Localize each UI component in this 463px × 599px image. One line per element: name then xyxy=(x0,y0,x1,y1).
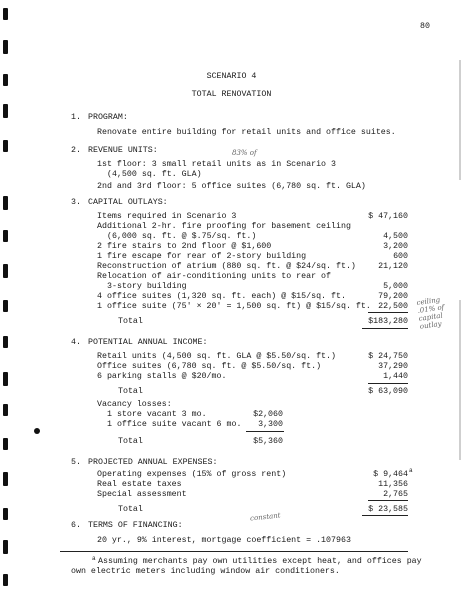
section-number: 1. xyxy=(71,113,81,122)
outlay-value: 5,000 xyxy=(383,282,408,291)
outlay-label: 4 office suites (1,320 sq. ft. each) @ $15/sq. ft. xyxy=(97,292,346,301)
vacancy-label: 1 office suite vacant 6 mo. xyxy=(107,420,242,429)
outlay-value: 600 xyxy=(393,252,408,261)
binder-mark xyxy=(3,336,8,348)
section-number: 5. xyxy=(71,458,81,467)
section-heading: REVENUE UNITS: xyxy=(88,146,158,155)
outlay-label: Items required in Scenario 3 xyxy=(97,212,237,221)
subtotal-rule xyxy=(246,431,284,432)
binder-mark xyxy=(3,472,8,486)
footnote-rule xyxy=(60,551,408,552)
section-number: 2. xyxy=(71,146,81,155)
subtotal-rule xyxy=(368,312,408,313)
outlay-label: Reconstruction of atrium (880 sq. ft. @ $24/sq. ft.) xyxy=(97,262,356,271)
section-heading: TERMS OF FINANCING: xyxy=(88,521,183,530)
handwritten-note: 83% of xyxy=(232,149,257,157)
outlay-label: 1 office suite (75' × 20' = 1,500 sq. ft) @ $15/sq. ft. xyxy=(97,302,371,311)
outlay-label: 2 fire stairs to 2nd floor @ $1,600 xyxy=(97,242,272,251)
binder-mark xyxy=(3,508,8,520)
outlay-value: $ 47,160 xyxy=(368,212,408,221)
total-label: Total xyxy=(118,387,143,396)
page-number: 80 xyxy=(420,22,430,31)
financing-text: 20 yr., 9% interest, mortgage coefficient = .107963 xyxy=(97,536,351,545)
income-label: Retail units (4,500 sq. ft. GLA @ $5.50/sq. ft.) xyxy=(97,352,336,361)
revenue-line: 1st floor: 3 small retail units as in Scenario 3 xyxy=(97,160,336,169)
binder-mark xyxy=(3,264,8,278)
outlay-label: 3-story building xyxy=(107,282,187,291)
total-value: $ 63,090 xyxy=(368,387,408,396)
expense-label: Operating expenses (15% of gross rent) xyxy=(97,470,287,479)
margin-note: ceiling .01% of capital outlay xyxy=(415,295,445,331)
program-text: Renovate entire building for retail units and office suites. xyxy=(97,128,396,137)
binder-mark xyxy=(3,196,8,210)
total-label: Total xyxy=(118,505,143,514)
outlay-value: 4,500 xyxy=(383,232,408,241)
subtotal-rule xyxy=(368,383,408,384)
revenue-line: (4,500 sq. ft. GLA) xyxy=(107,170,202,179)
total-value: $5,360 xyxy=(253,437,283,446)
scenario-subtitle: TOTAL RENOVATION xyxy=(191,90,272,99)
footnote-marker: a xyxy=(409,467,413,474)
binder-mark xyxy=(3,438,8,450)
section-number: 6. xyxy=(71,521,81,530)
binder-mark xyxy=(3,140,8,152)
footnote-marker: a xyxy=(92,555,96,562)
footnote-text: Assuming merchants pay own utilities except heat, and offices pay xyxy=(98,557,422,566)
binder-mark xyxy=(3,404,8,416)
section-heading: PROGRAM: xyxy=(88,113,128,122)
total-label: Total xyxy=(118,317,143,326)
income-value: $ 24,750 xyxy=(368,352,408,361)
footnote-text: own electric meters including window air conditioners. xyxy=(71,567,340,576)
section-number: 3. xyxy=(71,198,81,207)
total-label: Total xyxy=(118,437,143,446)
binder-mark xyxy=(3,372,8,386)
binder-mark xyxy=(3,230,8,242)
outlay-label: 1 fire escape for rear of 2-story building xyxy=(97,252,307,261)
vacancy-value: $2,060 xyxy=(253,410,283,419)
binder-mark xyxy=(3,104,8,118)
ink-blot xyxy=(34,428,40,434)
total-rule xyxy=(362,515,408,516)
section-heading: CAPITAL OUTLAYS: xyxy=(88,198,168,207)
expense-label: Special assessment xyxy=(97,490,187,499)
total-value: $ 23,585 xyxy=(368,505,408,514)
outlay-value: 79,200 xyxy=(378,292,408,301)
outlay-label: (6,000 sq. ft. @ $.75/sq. ft.) xyxy=(107,232,257,241)
outlay-value: 21,120 xyxy=(378,262,408,271)
income-value: 1,440 xyxy=(383,372,408,381)
section-number: 4. xyxy=(71,338,81,347)
binder-mark xyxy=(3,8,8,20)
total-value: $183,280 xyxy=(368,317,408,326)
expense-value: $ 9,464 xyxy=(373,470,408,479)
income-label: 6 parking stalls @ $20/mo. xyxy=(97,372,227,381)
expense-value: 2,765 xyxy=(383,490,408,499)
section-heading: PROJECTED ANNUAL EXPENSES: xyxy=(88,458,218,467)
revenue-line: 2nd and 3rd floor: 5 office suites (6,780 sq. ft. GLA) xyxy=(97,182,366,191)
total-rule xyxy=(362,328,408,329)
vacancy-label: 1 store vacant 3 mo. xyxy=(107,410,207,419)
handwritten-note: constant xyxy=(249,511,281,523)
outlay-value: 22,500 xyxy=(378,302,408,311)
outlay-label: Additional 2-hr. fire proofing for basement ceiling xyxy=(97,222,351,231)
subtotal-rule xyxy=(368,500,408,501)
income-label: Office suites (6,780 sq. ft. @ $5.50/sq. ft.) xyxy=(97,362,322,371)
outlay-value: 3,200 xyxy=(383,242,408,251)
outlay-label: Relocation of air-conditioning units to rear of xyxy=(97,272,332,281)
vacancy-heading: Vacancy losses: xyxy=(97,400,172,409)
income-value: 37,290 xyxy=(378,362,408,371)
scenario-title: SCENARIO 4 xyxy=(206,72,257,81)
expense-value: 11,356 xyxy=(378,480,408,489)
binder-mark xyxy=(3,300,8,312)
vacancy-value: 3,300 xyxy=(258,420,283,429)
binder-mark xyxy=(3,40,8,54)
binder-mark xyxy=(3,540,8,554)
section-heading: POTENTIAL ANNUAL INCOME: xyxy=(88,338,208,347)
expense-label: Real estate taxes xyxy=(97,480,182,489)
binder-mark xyxy=(3,574,8,586)
